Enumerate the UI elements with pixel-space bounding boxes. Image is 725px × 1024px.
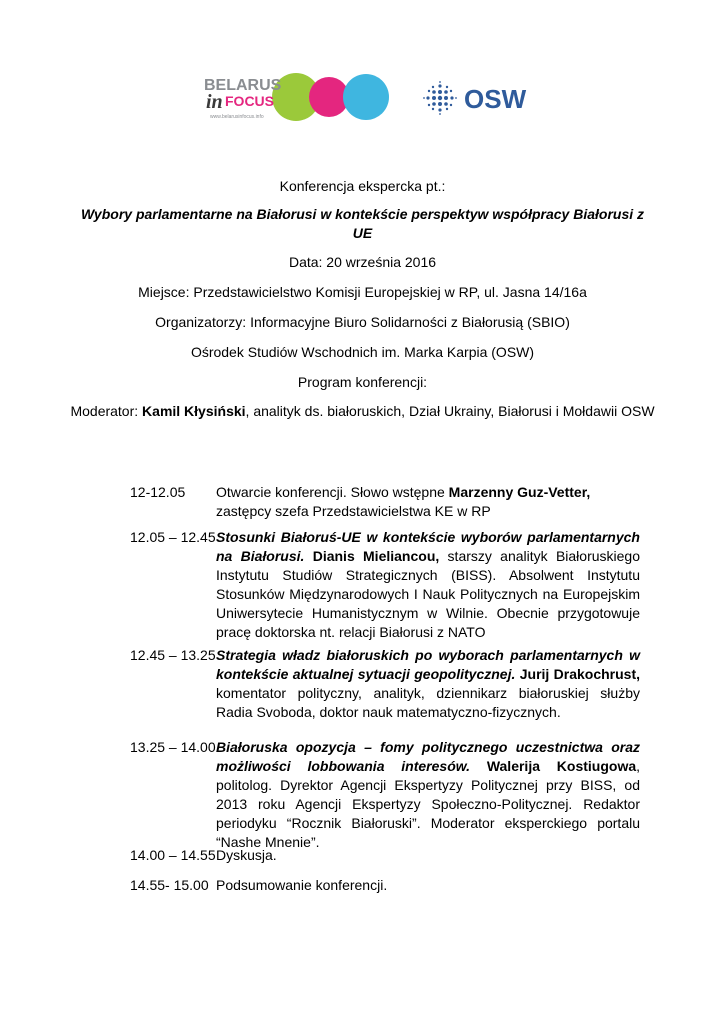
speaker-name: Dianis Mieliancou, <box>312 548 440 564</box>
schedule-time: 12-12.05 <box>130 484 186 500</box>
logo-bar <box>196 72 536 122</box>
conference-intro: Konferencja ekspercka pt.: <box>279 178 446 194</box>
session-title: Stosunki Białoruś-UE w kontekście wyborów parlamentarnych na Białorusi. <box>216 529 640 564</box>
speaker-name: Jurij Drakochrust, <box>519 666 641 682</box>
schedule-time: 12.05 – 12.45 <box>130 529 216 545</box>
schedule-time: 14.55- 15.00 <box>130 877 209 893</box>
schedule-description: Dyskusja. <box>216 847 277 863</box>
conference-organizers: Organizatorzy: Informacyjne Biuro Solidarności z Białorusią (SBIO) <box>155 314 570 330</box>
schedule-item-discussion <box>130 846 640 865</box>
schedule-item-summary <box>130 876 640 895</box>
conference-date: Data: 20 września 2016 <box>288 254 437 270</box>
osw-logo <box>420 78 530 118</box>
schedule-description <box>216 738 640 852</box>
session-title: Białoruska opozycja – fomy politycznego uczestnictwa oraz możliwości lobbowania interesów. <box>216 739 640 774</box>
moderator-line <box>70 402 655 421</box>
session-title: Strategia władz białoruskich po wyborach parlamentarnych w kontekście aktualnej sytuacji geopolitycznej. <box>216 647 640 682</box>
schedule-time: 14.00 – 14.55 <box>130 847 216 863</box>
logo-url-text: www.belarusinfocus.info <box>210 114 264 120</box>
logo-cyan-circle <box>343 74 389 120</box>
speaker-bio: komentator polityczny, analityk, dziennikarz białoruskiej służby Radia Svoboda, doktor nauk matematyczno-fizycznych. <box>216 685 640 720</box>
moderator-description: , analityk ds. białoruskich, Dział Ukrainy, Białorusi i Mołdawii OSW <box>245 403 655 419</box>
osw-globe-icon <box>423 81 457 115</box>
conference-place: Miejsce: Przedstawicielstwo Komisji Europejskiej w RP, ul. Jasna 14/16a <box>138 284 587 300</box>
moderator-prefix: Moderator: <box>70 403 143 419</box>
schedule-time: 12.45 – 13.25 <box>130 647 216 663</box>
schedule-time: 13.25 – 14.00 <box>130 739 216 755</box>
schedule-item-session-2 <box>130 646 640 722</box>
logo-focus-text: FOCUS <box>225 93 274 109</box>
belarus-in-focus-logo <box>196 72 391 122</box>
speaker-bio: starszy analityk Białoruskiego Instytutu Studiów Strategicznych (BISS). Absolwent Instytutu Stosunków Międzynarodowych I Nauk Politycznych na Europejskim Uniwersytecie Humanistycznym w Wilnie. Obecnie przygotowuje pracę doktorska nt. relacji Białorusi z NATO <box>216 548 640 640</box>
schedule-description <box>216 646 640 722</box>
speaker-bio: , politolog. Dyrektor Agencji Ekspertyzy Politycznej przy BISS, od 2013 roku Agencji Ekspertyzy Społeczno-Politycznej. Redaktor periodyku “Rocznik Białoruski”. Moderator eksperckiego portalu “Nashe Mnenie”. <box>216 758 641 850</box>
speaker-name: Walerija Kostiugowa <box>486 758 637 774</box>
moderator-name: Kamil Kłysiński <box>142 403 246 419</box>
schedule-item-session-1 <box>130 528 640 642</box>
schedule-item-session-3 <box>130 738 640 852</box>
conference-co-organizer: Ośrodek Studiów Wschodnich im. Marka Karpia (OSW) <box>190 344 535 360</box>
program-heading: Program konferencji: <box>297 374 428 390</box>
schedule-description: Otwarcie konferencji. Słowo wstępne Marzenny Guz-Vetter, zastępcy szefa Przedstawicielstwa KE w RP <box>216 484 591 519</box>
conference-title: Wybory parlamentarne na Białorusi w kontekście perspektyw współpracy Białorusi z UE <box>80 206 645 241</box>
speaker-name: Marzenny Guz-Vetter, <box>448 484 591 500</box>
schedule-description: Podsumowanie konferencji. <box>216 877 388 893</box>
osw-logo-text: OSW <box>464 84 527 114</box>
schedule-item-opening <box>130 483 640 521</box>
logo-belarus-text: BELARUS <box>204 77 282 94</box>
schedule-description <box>216 528 640 642</box>
logo-in-text: in <box>206 91 223 113</box>
